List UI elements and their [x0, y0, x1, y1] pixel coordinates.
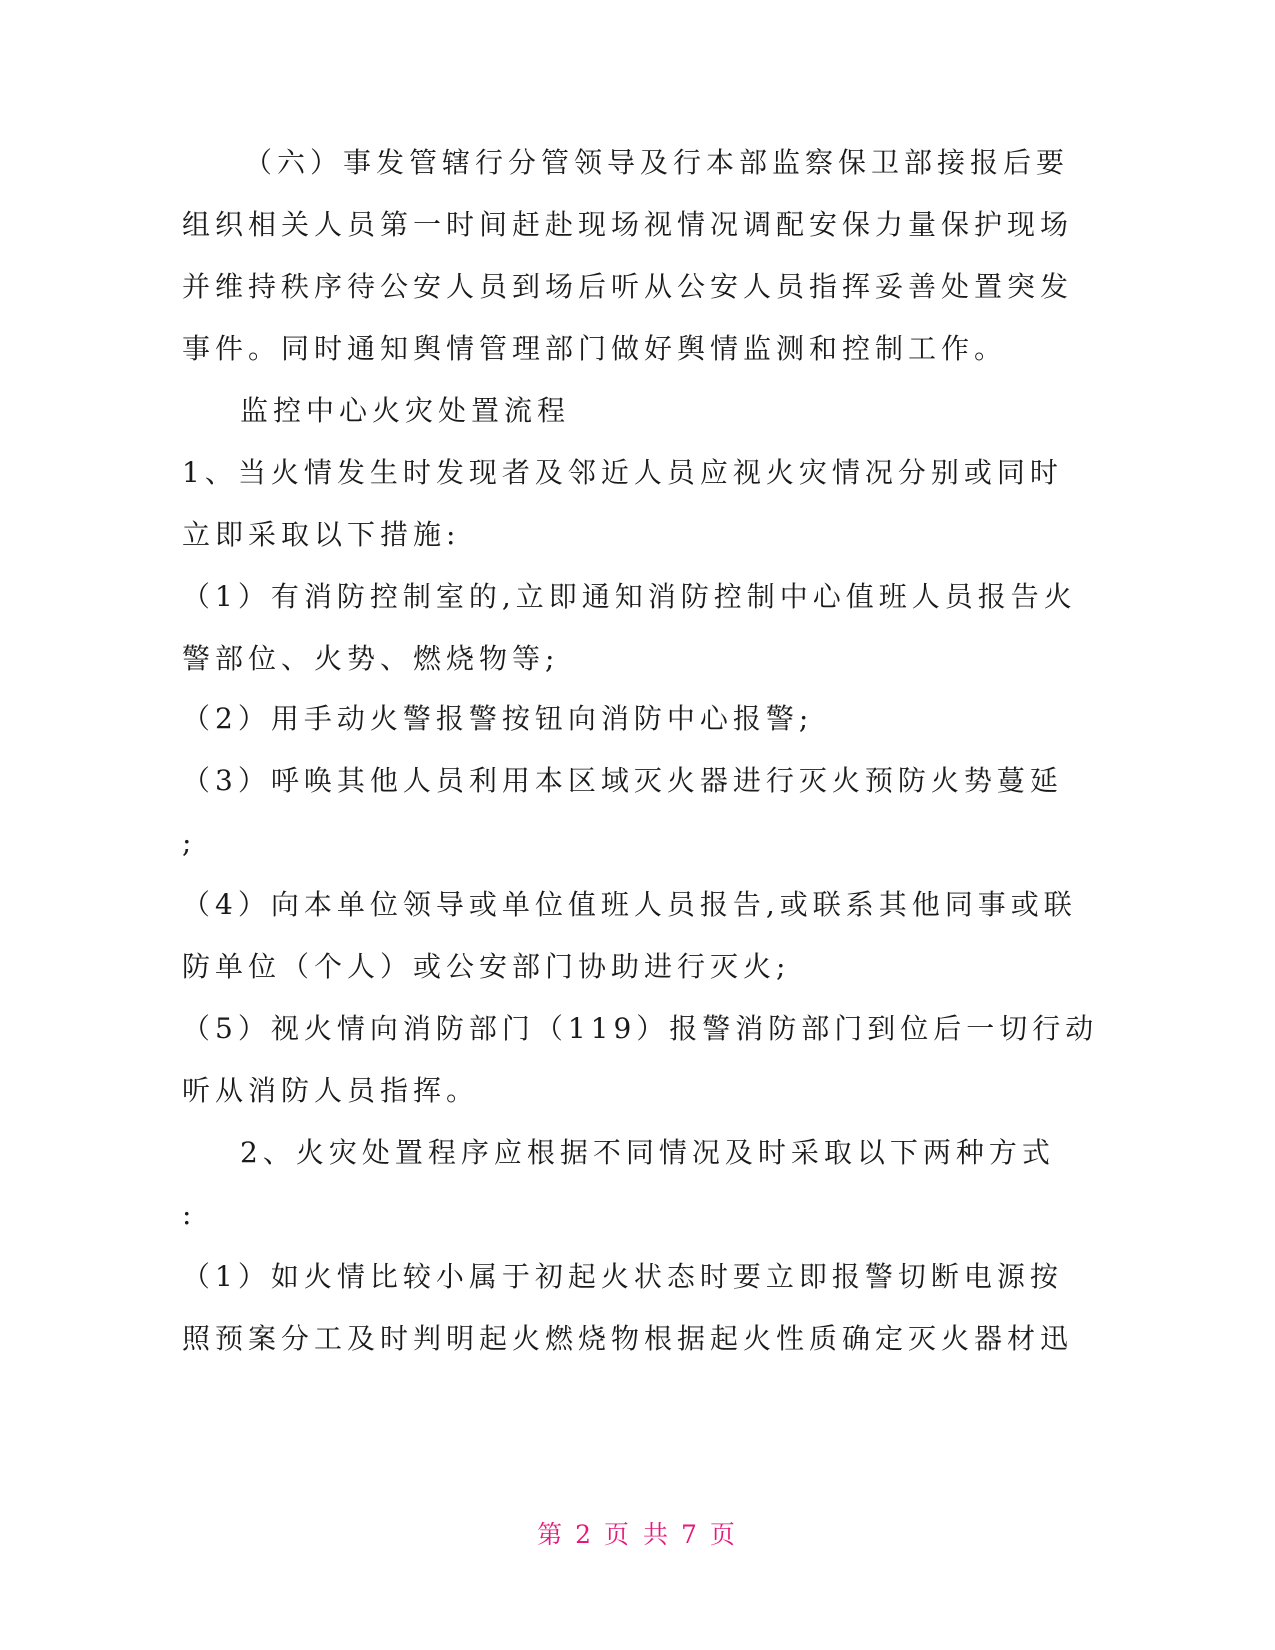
paragraph-line: 并维持秩序待公安人员到场后听从公安人员指挥妥善处置突发 [182, 270, 1074, 303]
list-item-line: （3）呼唤其他人员利用本区域灭火器进行灭火预防火势蔓延 [182, 764, 1063, 797]
paragraph-line: 组织相关人员第一时间赶赴现场视情况调配安保力量保护现场 [182, 208, 1074, 241]
list-item-line: 警部位、火势、燃烧物等; [182, 642, 560, 675]
section-heading: 监控中心火灾处置流程 [240, 394, 571, 427]
list-item-line: ; [182, 826, 197, 859]
list-item-line: 照预案分工及时判明起火燃烧物根据起火性质确定灭火器材迅 [182, 1322, 1074, 1355]
paragraph-line: 事件。同时通知舆情管理部门做好舆情监测和控制工作。 [182, 332, 1008, 365]
paragraph-line: 立即采取以下措施: [182, 518, 461, 551]
list-item-line: （2）用手动火警报警按钮向消防中心报警; [182, 702, 814, 735]
footer-middle: 页 共 [604, 1520, 671, 1549]
total-pages-number: 7 [680, 1520, 700, 1549]
footer-prefix: 第 [537, 1520, 566, 1549]
paragraph-line: （六）事发管辖行分管领导及行本部监察保卫部接报后要 [244, 146, 1070, 179]
list-item-line: （5）视火情向消防部门（119）报警消防部门到位后一切行动 [182, 1012, 1099, 1045]
footer-suffix: 页 [709, 1520, 738, 1549]
page-footer [0, 1518, 1275, 1552]
paragraph-line: 2、火灾处置程序应根据不同情况及时采取以下两种方式 [240, 1136, 1055, 1169]
list-item-line: 防单位（个人）或公安部门协助进行灭火; [182, 950, 791, 983]
list-item-line: （1）有消防控制室的,立即通知消防控制中心值班人员报告火 [182, 580, 1077, 613]
list-item-line: （1）如火情比较小属于初起火状态时要立即报警切断电源按 [182, 1260, 1063, 1293]
list-item-line: 听从消防人员指挥。 [182, 1074, 480, 1107]
list-item-line: （4）向本单位领导或单位值班人员报告,或联系其他同事或联 [182, 888, 1077, 921]
paragraph-line: : [182, 1198, 197, 1231]
current-page-number: 2 [575, 1520, 595, 1549]
paragraph-line: 1、当火情发生时发现者及邻近人员应视火灾情况分别或同时 [182, 456, 1063, 489]
